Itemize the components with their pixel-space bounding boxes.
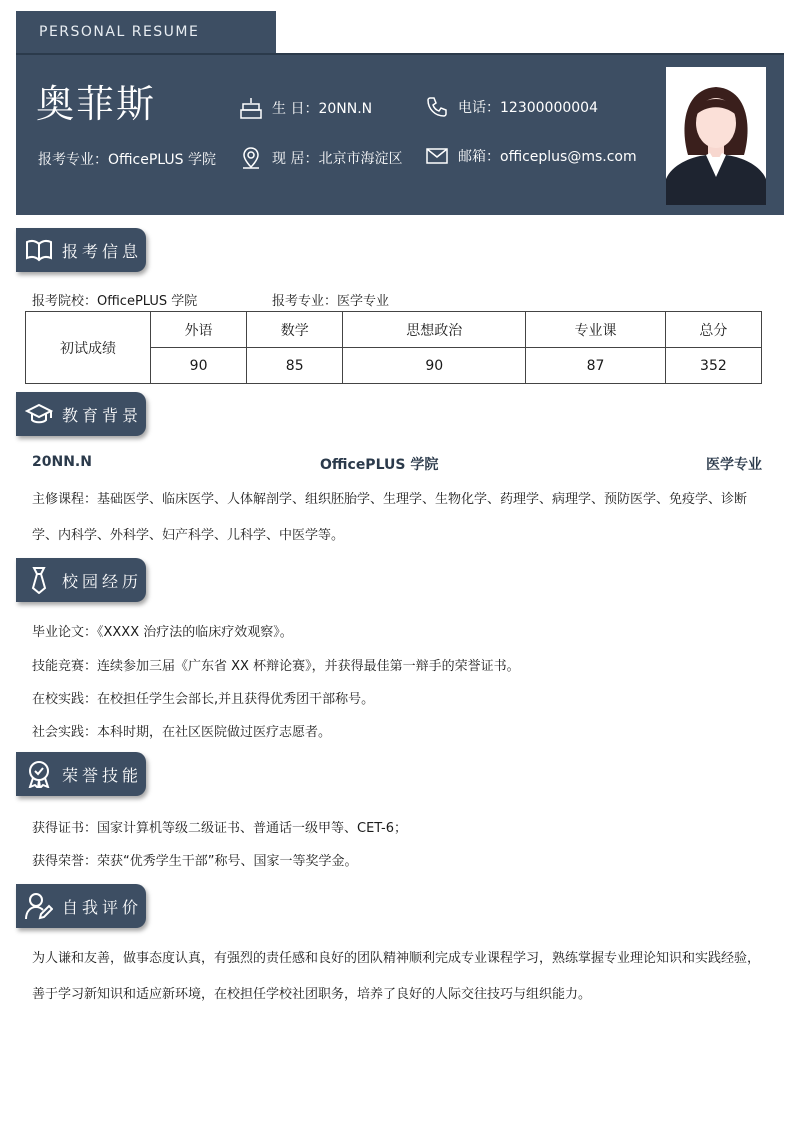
- necktie-icon: [24, 565, 54, 595]
- email-text: 邮箱：officeplus@ms.com: [458, 149, 637, 165]
- birth-text: 生 日：20NN.N: [272, 101, 373, 117]
- score-cell: 85: [247, 348, 343, 384]
- section-honor: [16, 752, 146, 796]
- resume-tag: PERSONAL RESUME: [16, 11, 276, 53]
- award-badge-icon: [24, 759, 54, 789]
- honor-item: 获得证书：国家计算机等级二级证书、普通话一级甲等、CET-6；: [32, 821, 408, 836]
- graduation-cap-icon: [24, 399, 54, 429]
- subject-header: 外语: [151, 312, 247, 348]
- campus-item: 在校实践：在校担任学生会部长,并且获得优秀团干部称号。: [32, 692, 375, 707]
- score-cell: 90: [343, 348, 526, 384]
- email-info: [426, 146, 637, 166]
- subject-header: 总分: [665, 312, 761, 348]
- profile-photo: [666, 67, 766, 205]
- apply-major: 报考专业：医学专业: [272, 294, 390, 309]
- book-icon: [24, 235, 54, 265]
- campus-item: 社会实践：本科时期，在社区医院做过医疗志愿者。: [32, 725, 332, 740]
- self-evaluation-text: 为人谦和友善，做事态度认真，有强烈的责任感和良好的团队精神顺利完成专业课程学习，熟练掌握专业理论知识和实践经验，善于学习新知识和适应新环境，在校担任学校社团职务，培养了良好的人际交往技巧与组织能力。: [32, 951, 761, 1002]
- education-major: 医学专业: [706, 457, 762, 473]
- phone-text: 电话：12300000004: [458, 100, 598, 116]
- subject-header: 专业课: [526, 312, 666, 348]
- user-edit-icon: [24, 891, 54, 921]
- honor-item: 获得荣誉：荣获“优秀学生干部”称号、国家一等奖学金。: [32, 854, 358, 869]
- section-title: 荣誉技能: [62, 765, 143, 785]
- section-apply-info: [16, 228, 146, 272]
- section-title: 校园经历: [62, 571, 143, 591]
- education-courses: 主修课程：基础医学、临床医学、人体解剖学、组织胚胎学、生理学、生物化学、药理学、病理学、预防医学、免疫学、诊断学、内科学、外科学、妇产科学、儿科学、中医学等。: [32, 492, 748, 543]
- section-title: 教育背景: [62, 405, 143, 425]
- campus-item: 毕业论文：《XXXX 治疗法的临床疗效观察》。: [32, 625, 293, 640]
- section-title: 报考信息: [62, 241, 143, 261]
- location-text: 现 居：北京市海淀区: [272, 151, 403, 167]
- header-panel: [16, 53, 784, 215]
- subject-header: 思想政治: [343, 312, 526, 348]
- phone-info: [426, 96, 598, 118]
- birth-info: [240, 96, 372, 120]
- score-table: [25, 311, 762, 384]
- section-title: 自我评价: [62, 897, 143, 917]
- location-info: [240, 146, 402, 170]
- score-cell: 87: [526, 348, 666, 384]
- score-row-label: 初试成绩: [26, 312, 151, 384]
- location-pin-icon: [240, 146, 262, 170]
- birthday-cake-icon: [240, 96, 262, 120]
- section-self-evaluation: [16, 884, 146, 928]
- education-school: OfficePLUS 学院: [320, 457, 439, 473]
- apply-school: 报考院校：OfficePLUS 学院: [32, 294, 198, 309]
- score-cell: 90: [151, 348, 247, 384]
- applied-major: 报考专业：OfficePLUS 学院: [38, 152, 216, 168]
- person-name: 奥菲斯: [36, 82, 157, 126]
- phone-icon: [426, 96, 448, 118]
- section-campus: [16, 558, 146, 602]
- section-education: [16, 392, 146, 436]
- campus-item: 技能竞赛：连续参加三届《广东省 XX 杯辩论赛》，并获得最佳第一辩手的荣誉证书。: [32, 659, 520, 674]
- education-date: 20NN.N: [32, 454, 92, 470]
- subject-header: 数学: [247, 312, 343, 348]
- score-cell: 352: [665, 348, 761, 384]
- mail-icon: [426, 147, 448, 165]
